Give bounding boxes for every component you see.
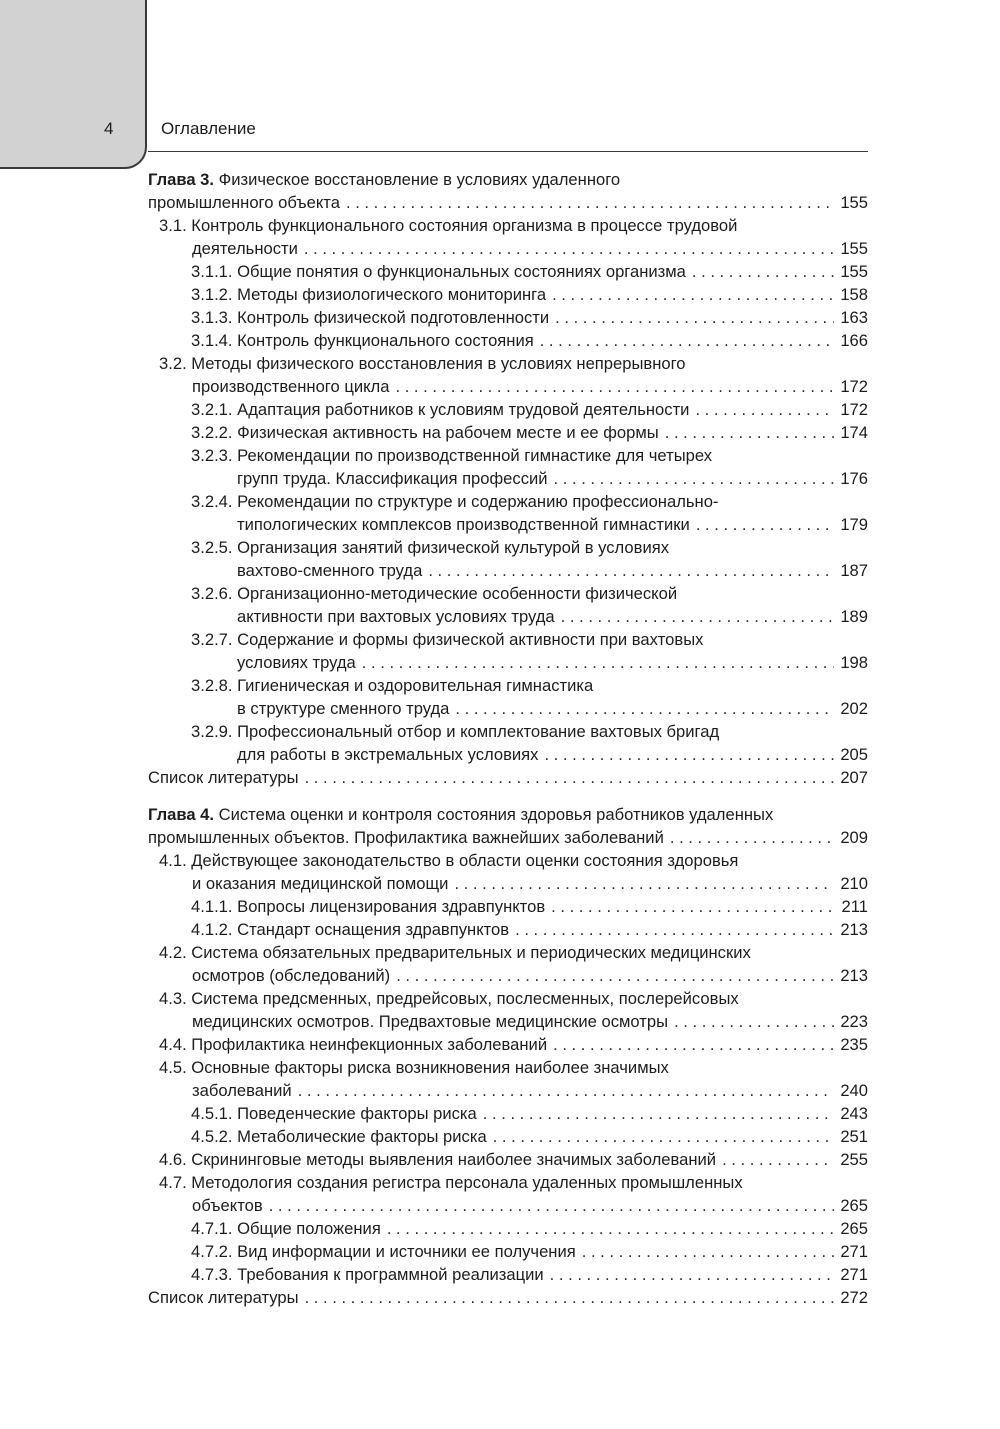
entry-title: 3.2.4. Рекомендации по структуре и содержанию профессионально- — [191, 492, 719, 511]
page-ref: 243 — [840, 1104, 868, 1123]
chapter-title-cont: промышленного объекта — [148, 193, 340, 212]
page-ref: 211 — [841, 897, 868, 916]
entry-title-cont: производственного цикла — [192, 377, 390, 396]
leader-dots — [387, 1217, 835, 1240]
entry-title: 3.2.2. Физическая активность на рабочем месте и ее формы — [191, 423, 659, 442]
page-ref: 172 — [840, 377, 868, 396]
toc-entry[interactable] — [148, 1033, 868, 1056]
entry-title-cont: деятельности — [192, 239, 298, 258]
page-ref: 271 — [840, 1242, 868, 1261]
leader-dots — [552, 283, 834, 306]
toc-entry[interactable] — [148, 1148, 868, 1171]
entry-title: 4.7.1. Общие положения — [191, 1219, 381, 1238]
leader-dots — [362, 651, 835, 674]
toc-entry[interactable] — [148, 490, 868, 513]
page-corner-tab — [0, 0, 147, 169]
entry-title: 3.2.1. Адаптация работников к условиям трудовой деятельности — [191, 400, 690, 419]
page-ref: 174 — [840, 423, 868, 442]
toc-entry[interactable] — [148, 444, 868, 467]
page-ref: 198 — [840, 653, 868, 672]
entry-title: 3.1.1. Общие понятия о функциональных состояниях организма — [191, 262, 686, 281]
entry-title: 3.2. Методы физического восстановления в условиях непрерывного — [159, 354, 686, 373]
entry-title: 3.1.3. Контроль физической подготовленности — [191, 308, 550, 327]
page-ref: 213 — [840, 920, 868, 939]
leader-dots — [493, 1125, 835, 1148]
leader-dots — [455, 697, 834, 720]
chapter-title: Система оценки и контроля состояния здоровья работников удаленных — [214, 805, 774, 824]
leader-dots — [670, 826, 834, 849]
page-ref: 155 — [840, 193, 868, 212]
toc-entry-cont[interactable] — [148, 964, 868, 987]
references-label: Список литературы — [148, 1288, 299, 1307]
toc-references[interactable] — [148, 766, 868, 789]
page-ref: 158 — [840, 285, 868, 304]
entry-title: 4.1.2. Стандарт оснащения здравпунктов — [191, 920, 510, 939]
toc-entry-cont[interactable] — [148, 651, 868, 674]
leader-dots — [483, 1102, 835, 1125]
page-ref: 179 — [840, 515, 868, 534]
entry-title-cont: вахтово-сменного труда — [237, 561, 423, 580]
toc-entry[interactable] — [148, 1125, 868, 1148]
toc-entry[interactable] — [148, 987, 868, 1010]
entry-title-cont: заболеваний — [192, 1081, 292, 1100]
leader-dots — [305, 766, 835, 789]
toc-entry-cont[interactable] — [148, 559, 868, 582]
entry-title: 3.1.2. Методы физиологического мониторинга — [191, 285, 547, 304]
toc-entry[interactable] — [148, 1217, 868, 1240]
toc-entry[interactable] — [148, 849, 868, 872]
toc-entry[interactable] — [148, 352, 868, 375]
toc-references[interactable] — [148, 1286, 868, 1309]
page-ref: 209 — [840, 828, 868, 847]
toc-entry[interactable] — [148, 283, 868, 306]
leader-dots — [665, 421, 835, 444]
page-ref: 166 — [840, 331, 868, 350]
page-number: 4 — [104, 119, 114, 138]
entry-title-cont: объектов — [192, 1196, 263, 1215]
page-ref: 187 — [840, 561, 868, 580]
page-ref: 265 — [840, 1196, 868, 1215]
leader-dots — [695, 398, 834, 421]
entry-title: 4.5.2. Метаболические факторы риска — [191, 1127, 487, 1146]
header-rule — [148, 151, 868, 152]
entry-title-cont: и оказания медицинской помощи — [192, 874, 449, 893]
toc-entry[interactable] — [148, 398, 868, 421]
toc-entry-cont[interactable] — [148, 1010, 868, 1033]
page-ref: 207 — [840, 768, 868, 787]
entry-title-cont: условиях труда — [237, 653, 356, 672]
leader-dots — [561, 605, 835, 628]
chapter-label: Глава 4. — [148, 805, 215, 824]
entry-title: 4.6. Скрининговые методы выявления наиболее значимых заболеваний — [159, 1150, 717, 1169]
chapter-label: Глава 3. — [148, 170, 215, 189]
page-ref: 235 — [840, 1035, 868, 1054]
page-ref: 176 — [840, 469, 868, 488]
entry-title: 4.4. Профилактика неинфекционных заболеваний — [159, 1035, 548, 1054]
page-ref: 251 — [840, 1127, 868, 1146]
entry-title: 4.5. Основные факторы риска возникновения наиболее значимых — [159, 1058, 669, 1077]
page-ref: 210 — [840, 874, 868, 893]
entry-title-cont: в структуре сменного труда — [237, 699, 450, 718]
entry-title-cont: осмотров (обследований) — [192, 966, 391, 985]
leader-dots — [555, 306, 834, 329]
toc-entry[interactable] — [148, 260, 868, 283]
leader-dots — [722, 1148, 834, 1171]
page-ref: 205 — [840, 745, 868, 764]
page-ref: 155 — [840, 262, 868, 281]
entry-title: 3.2.9. Профессиональный отбор и комплектование вахтовых бригад — [191, 722, 720, 741]
toc-entry-cont[interactable] — [148, 1079, 868, 1102]
toc-entry-cont[interactable] — [148, 872, 868, 895]
leader-dots — [550, 1263, 835, 1286]
entry-title-cont: групп труда. Классификация профессий — [237, 469, 548, 488]
toc-entry-cont[interactable] — [148, 697, 868, 720]
leader-dots — [346, 191, 834, 214]
chapter-gap — [148, 789, 868, 803]
entry-title: 3.1. Контроль функционального состояния организма в процессе трудовой — [159, 216, 738, 235]
leader-dots — [692, 260, 834, 283]
entry-title-cont: типологических комплексов производственной гимнастики — [237, 515, 690, 534]
entry-title: 3.2.3. Рекомендации по производственной гимнастике для четырех — [191, 446, 713, 465]
chapter-heading[interactable] — [148, 803, 868, 826]
page-ref: 271 — [840, 1265, 868, 1284]
toc-entry[interactable] — [148, 536, 868, 559]
toc-entry[interactable] — [148, 1056, 868, 1079]
entry-title-cont: медицинских осмотров. Предвахтовые медицинские осмотры — [192, 1012, 669, 1031]
page-ref: 172 — [840, 400, 868, 419]
leader-dots — [674, 1010, 834, 1033]
entry-title: 3.2.5. Организация занятий физической культурой в условиях — [191, 538, 670, 557]
leader-dots — [553, 1033, 834, 1056]
leader-dots — [540, 329, 835, 352]
chapter-heading-cont[interactable] — [148, 191, 868, 214]
toc-entry[interactable] — [148, 329, 868, 352]
leader-dots — [554, 467, 835, 490]
toc-entry[interactable] — [148, 1102, 868, 1125]
leader-dots — [396, 964, 834, 987]
leader-dots — [515, 918, 834, 941]
page-ref: 163 — [840, 308, 868, 327]
toc-entry[interactable] — [148, 895, 868, 918]
entry-title: 4.3. Система предсменных, предрейсовых, послесменных, послерейсовых — [159, 989, 739, 1008]
toc-entry[interactable] — [148, 720, 868, 743]
page-ref: 240 — [840, 1081, 868, 1100]
toc-entry[interactable] — [148, 421, 868, 444]
table-of-contents — [148, 168, 868, 1309]
entry-title: 4.2. Система обязательных предварительных и периодических медицинских — [159, 943, 751, 962]
chapter-heading[interactable] — [148, 168, 868, 191]
toc-entry-cont[interactable] — [148, 1194, 868, 1217]
entry-title: 4.7. Методология создания регистра персонала удаленных промышленных — [159, 1173, 743, 1192]
leader-dots — [696, 513, 835, 536]
leader-dots — [298, 1079, 835, 1102]
entry-title: 4.5.1. Поведенческие факторы риска — [191, 1104, 477, 1123]
page-ref: 272 — [840, 1288, 868, 1307]
toc-entry-cont[interactable] — [148, 743, 868, 766]
toc-entry-cont[interactable] — [148, 237, 868, 260]
leader-dots — [454, 872, 834, 895]
page-ref: 255 — [840, 1150, 868, 1169]
leader-dots — [269, 1194, 835, 1217]
entry-title: 3.2.7. Содержание и формы физической активности при вахтовых — [191, 630, 704, 649]
page-ref: 155 — [840, 239, 868, 258]
toc-entry[interactable] — [148, 214, 868, 237]
entry-title: 3.2.8. Гигиеническая и оздоровительная гимнастика — [191, 676, 594, 695]
entry-title: 4.1. Действующее законодательство в области оценки состояния здоровья — [159, 851, 739, 870]
leader-dots — [582, 1240, 835, 1263]
entry-title: 4.7.2. Вид информации и источники ее получения — [191, 1242, 576, 1261]
toc-entry-cont[interactable] — [148, 605, 868, 628]
entry-title: 4.1.1. Вопросы лицензирования здравпунктов — [191, 897, 546, 916]
chapter-heading-cont[interactable] — [148, 826, 868, 849]
leader-dots — [551, 895, 835, 918]
page-ref: 189 — [840, 607, 868, 626]
toc-entry[interactable] — [148, 941, 868, 964]
toc-entry[interactable] — [148, 918, 868, 941]
chapter-title-cont: промышленных объектов. Профилактика важнейших заболеваний — [148, 828, 664, 847]
toc-entry[interactable] — [148, 628, 868, 651]
chapter-title: Физическое восстановление в условиях удаленного — [214, 170, 621, 189]
toc-entry[interactable] — [148, 1240, 868, 1263]
page-ref: 213 — [840, 966, 868, 985]
entry-title-cont: активности при вахтовых условиях труда — [237, 607, 555, 626]
references-label: Список литературы — [148, 768, 299, 787]
entry-title-cont: для работы в экстремальных условиях — [237, 745, 539, 764]
page-ref: 223 — [840, 1012, 868, 1031]
toc-entry[interactable] — [148, 1263, 868, 1286]
leader-dots — [395, 375, 834, 398]
toc-entry[interactable] — [148, 306, 868, 329]
toc-entry[interactable] — [148, 674, 868, 697]
toc-entry[interactable] — [148, 1171, 868, 1194]
page-ref: 202 — [840, 699, 868, 718]
leader-dots — [428, 559, 834, 582]
page-ref: 265 — [840, 1219, 868, 1238]
entry-title: 3.1.4. Контроль функционального состояния — [191, 331, 534, 350]
leader-dots — [304, 237, 834, 260]
running-head: Оглавление — [161, 119, 256, 138]
toc-entry-cont[interactable] — [148, 513, 868, 536]
toc-entry-cont[interactable] — [148, 467, 868, 490]
entry-title: 3.2.6. Организационно-методические особенности физической — [191, 584, 678, 603]
leader-dots — [305, 1286, 835, 1309]
toc-entry[interactable] — [148, 582, 868, 605]
toc-entry-cont[interactable] — [148, 375, 868, 398]
leader-dots — [544, 743, 834, 766]
entry-title: 4.7.3. Требования к программной реализации — [191, 1265, 544, 1284]
